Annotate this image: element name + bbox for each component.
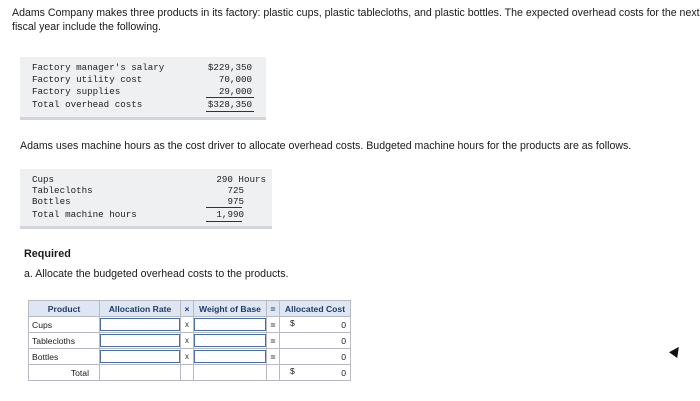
allocation-rate-cell — [100, 317, 181, 333]
allocation-rate-input-bottles[interactable] — [100, 350, 180, 363]
equals-sign: = — [267, 333, 280, 349]
times-sign: x — [181, 317, 194, 333]
hours-value: 975 — [227, 196, 244, 207]
table-row-total — [29, 365, 351, 381]
times-sign: x — [181, 349, 194, 365]
hours-total-value: 1,990 — [216, 209, 244, 220]
allocated-cost-tablecloths — [280, 333, 351, 349]
allocation-rate-cell — [100, 333, 181, 349]
dollar-sign: $ — [290, 318, 295, 328]
hours-total-label: Total machine hours — [32, 209, 137, 220]
allocated-cost-value: 0 — [341, 319, 346, 330]
overhead-total-value: $328,350 — [207, 99, 252, 110]
weight-cell — [194, 333, 267, 349]
allocated-cost-value: 0 — [341, 367, 346, 378]
hours-value: 725 — [227, 185, 244, 196]
equals-sign: = — [267, 317, 280, 333]
allocation-header-row — [29, 301, 351, 317]
mouse-pointer-icon — [669, 344, 683, 358]
header-allocated-cost: Allocated Cost — [280, 301, 351, 317]
equals-sign — [267, 365, 280, 381]
overhead-label: Factory supplies — [32, 86, 121, 97]
allocation-rate-input-tablecloths[interactable] — [100, 334, 180, 347]
allocated-cost-bottles — [280, 349, 351, 365]
required-heading: Required — [24, 248, 71, 260]
sum-rule — [206, 97, 254, 98]
header-allocation-rate: Allocation Rate — [100, 301, 181, 317]
overhead-label: Factory manager's salary — [32, 62, 165, 73]
hours-label: Tablecloths — [32, 185, 93, 196]
hours-value: 290 Hours — [216, 174, 266, 185]
empty-cell — [194, 365, 267, 381]
allocated-cost-value: 0 — [341, 335, 346, 346]
allocation-rate-input-cups[interactable] — [100, 318, 180, 331]
product-tablecloths: Tablecloths — [29, 333, 100, 349]
header-weight-of-base: Weight of Base — [194, 301, 267, 317]
intro-text: Adams Company makes three products in its factory: plastic cups, plastic tablecloths, and plastic bottles. The expected overhead costs for the next fiscal year include the following. — [12, 7, 700, 33]
weight-cell — [194, 317, 267, 333]
question-a: a. Allocate the budgeted overhead costs to the products. — [24, 268, 289, 280]
allocated-cost-total — [280, 365, 351, 381]
header-equals: = — [267, 301, 280, 317]
times-sign: x — [181, 333, 194, 349]
total-rule — [206, 221, 242, 222]
overhead-value: 29,000 — [218, 86, 252, 97]
overhead-label: Factory utility cost — [32, 74, 143, 85]
times-sign — [181, 365, 194, 381]
machine-hours-table — [20, 169, 272, 229]
total-rule — [206, 111, 254, 112]
dollar-sign: $ — [290, 366, 295, 376]
header-product: Product — [29, 301, 100, 317]
weight-of-base-input-bottles[interactable] — [194, 350, 266, 363]
product-bottles: Bottles — [29, 349, 100, 365]
overhead-value: 70,000 — [218, 74, 252, 85]
overhead-costs-table — [20, 57, 266, 120]
sum-rule — [206, 207, 242, 208]
weight-cell — [194, 349, 267, 365]
table-row — [29, 317, 351, 333]
allocation-rate-cell — [100, 349, 181, 365]
table-row — [29, 333, 351, 349]
overhead-value: $229,350 — [207, 62, 252, 73]
header-times: × — [181, 301, 194, 317]
overhead-total-label: Total overhead costs — [32, 99, 143, 110]
weight-of-base-input-cups[interactable] — [194, 318, 266, 331]
hours-label: Cups — [32, 174, 55, 185]
allocated-cost-value: 0 — [341, 351, 346, 362]
driver-text: Adams uses machine hours as the cost driver to allocate overhead costs. Budgeted machine hours for the products are as follows. — [20, 140, 632, 152]
hours-label: Bottles — [32, 196, 71, 207]
table-row — [29, 349, 351, 365]
allocated-cost-cups — [280, 317, 351, 333]
empty-cell — [100, 365, 181, 381]
product-total: Total — [29, 365, 100, 381]
equals-sign: = — [267, 349, 280, 365]
allocation-table — [28, 300, 351, 381]
weight-of-base-input-tablecloths[interactable] — [194, 334, 266, 347]
product-cups: Cups — [29, 317, 100, 333]
